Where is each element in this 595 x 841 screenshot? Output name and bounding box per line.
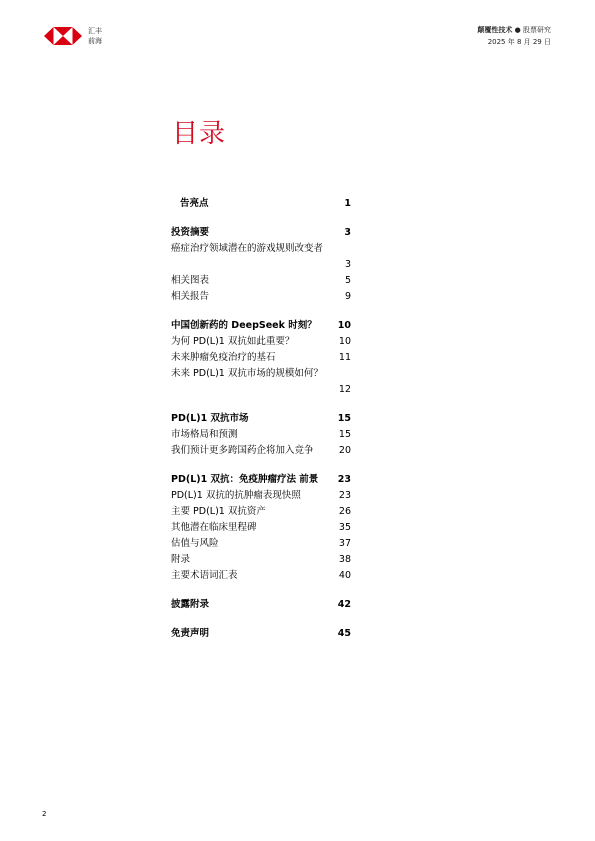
toc-entry[interactable] <box>171 334 351 350</box>
toc-entry-label: 我们预计更多跨国药企将加入竞争 <box>171 445 314 456</box>
toc-entry-page: 9 <box>344 291 351 302</box>
toc-entry-page: 15 <box>338 429 351 440</box>
hsbc-hexagon-logo <box>44 27 82 45</box>
toc-entry-page: 15 <box>337 413 351 424</box>
toc-entry-label: 中国创新药的 DeepSeek 时刻？ <box>171 320 317 331</box>
toc-entry-label: PD(L)1 双抗：免疫肿瘤疗法 前景 <box>171 474 319 485</box>
toc-entry-page: 3 <box>344 259 351 270</box>
toc-entry[interactable] <box>171 488 351 504</box>
toc-entry-page: 40 <box>338 570 351 581</box>
toc-entry[interactable] <box>171 318 351 334</box>
toc-entry[interactable] <box>171 626 351 642</box>
toc-entry-label: 主要 PD(L)1 双抗资产 <box>171 506 266 517</box>
toc-entry[interactable] <box>171 289 351 305</box>
toc-entry-page: 1 <box>344 198 351 209</box>
toc-entry[interactable] <box>171 597 351 613</box>
toc-entry[interactable] <box>171 536 351 552</box>
toc-entry-label: 相关图表 <box>171 275 210 286</box>
toc-entry-label: 免责声明 <box>171 628 210 639</box>
toc-entry-label: 其他潜在临床里程碑 <box>171 522 257 533</box>
toc-entry[interactable] <box>171 504 351 520</box>
toc-entry-page: 5 <box>344 275 351 286</box>
toc-entry-page: 23 <box>338 490 351 501</box>
toc-entry[interactable] <box>171 443 351 459</box>
toc-entry-page: 23 <box>337 474 351 485</box>
toc-title: 目录 <box>172 119 227 149</box>
toc-entry-label: 相关报告 <box>171 291 210 302</box>
toc-entry-page: 20 <box>338 445 351 456</box>
brand-line-1: 汇丰 <box>88 27 102 35</box>
toc-entry-label: 为何 PD(L)1 双抗如此重要？ <box>171 336 295 347</box>
page-number: 2 <box>42 810 47 818</box>
toc-entry-label: 市场格局和预测 <box>171 429 238 440</box>
toc-entry-page: 3 <box>344 227 351 238</box>
report-category: 颠覆性技术 <box>477 26 513 34</box>
report-section: 股票研究 <box>523 26 551 34</box>
toc-entry[interactable] <box>171 552 351 568</box>
table-of-contents <box>171 196 351 642</box>
toc-entry-page: 45 <box>337 628 351 639</box>
toc-entry[interactable] <box>171 273 351 289</box>
toc-entry[interactable] <box>171 196 351 212</box>
toc-entry-label: 披露附录 <box>171 599 210 610</box>
toc-entry[interactable] <box>171 225 351 241</box>
toc-entry-label: 主要术语词汇表 <box>171 570 238 581</box>
toc-entry[interactable] <box>171 427 351 443</box>
toc-entry-page: 12 <box>338 384 351 395</box>
toc-entry-label: PD(L)1 双抗市场 <box>171 413 249 424</box>
brand-line-2: 前海 <box>88 37 102 45</box>
toc-entry-label: 未来肿瘤免疫治疗的基石 <box>171 352 276 363</box>
toc-entry[interactable] <box>171 241 351 273</box>
toc-entry-label: 估值与风险 <box>171 538 219 549</box>
toc-entry[interactable] <box>171 568 351 584</box>
toc-entry[interactable] <box>171 472 351 488</box>
toc-entry-page: 26 <box>338 506 351 517</box>
toc-entry[interactable] <box>171 411 351 427</box>
toc-entry[interactable] <box>171 366 351 398</box>
toc-entry-page: 11 <box>338 352 351 363</box>
separator-dot: ● <box>514 26 521 34</box>
toc-entry-label: 投资摘要 <box>171 227 210 238</box>
toc-entry-page: 10 <box>337 320 351 331</box>
toc-entry-label: 癌症治疗领域潜在的游戏规则改变者 <box>171 243 324 254</box>
toc-entry-label: 未来 PD(L)1 双抗市场的规模如何？ <box>171 368 323 379</box>
toc-entry-page: 42 <box>337 599 351 610</box>
toc-entry-label: 附录 <box>171 554 191 565</box>
report-header <box>477 24 551 48</box>
report-date: 2025 年 8 月 29 日 <box>487 38 551 46</box>
toc-entry-page: 37 <box>338 538 351 549</box>
toc-entry[interactable] <box>171 520 351 536</box>
toc-entry-label: PD(L)1 双抗的抗肿瘤表现快照 <box>171 490 301 501</box>
brand-name <box>88 26 102 46</box>
toc-entry-label: 告亮点 <box>180 198 209 209</box>
toc-entry-page: 35 <box>338 522 351 533</box>
toc-entry-page: 10 <box>338 336 351 347</box>
toc-entry[interactable] <box>171 350 351 366</box>
toc-entry-page: 38 <box>338 554 351 565</box>
